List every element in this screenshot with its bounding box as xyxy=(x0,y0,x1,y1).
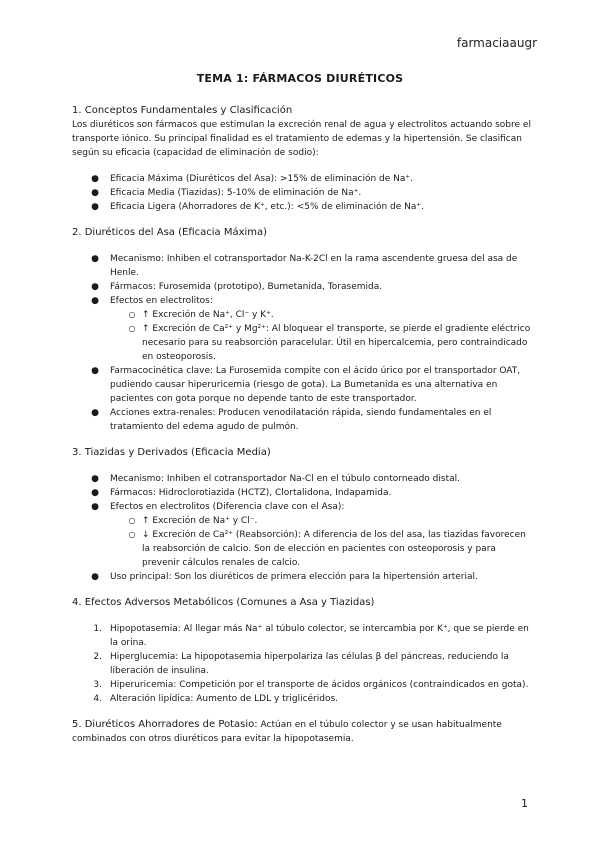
section-2 xyxy=(72,226,536,434)
section-paragraph: Los diuréticos son fármacos que estimulan la excreción renal de agua y electrolitos actuando sobre el transporte iónico. Su principal finalidad es el tratamiento de edemas y la hipertensión. Se clasifican según su eficacia (capacidad de eliminación de sodio): xyxy=(72,120,531,158)
section-heading: 5. Diuréticos Ahorradores de Potasio: xyxy=(72,719,258,730)
bullet-icon: ● xyxy=(91,202,99,212)
section-5 xyxy=(72,718,536,746)
circle-bullet-icon: ○ xyxy=(128,324,136,333)
page-header-site: farmaciaaugr xyxy=(456,36,537,50)
list-item: ● Farmacocinética clave: La Furosemida compite con el ácido úrico por el transportador OAT, pudiendo causar hiperuricemia (riesgo de gota). La Bumetanida es una alternativa en pacientes con gota porque no depende tanto de este transportador. xyxy=(72,364,536,406)
list-item: ● Uso principal: Son los diuréticos de primera elección para la hipertensión arterial. xyxy=(72,570,536,584)
bullet-icon: ● xyxy=(91,254,99,264)
list-item: ● Eficacia Media (Tiazidas): 5-10% de eliminación de Na⁺. xyxy=(72,186,536,200)
list-number: 3. xyxy=(93,680,102,690)
list-item: 3. Hiperuricemia: Competición por el transporte de ácidos orgánicos (contraindicados en gota). xyxy=(72,678,536,692)
list-item: ● Acciones extra-renales: Producen venodilatación rápida, siendo fundamentales en el tratamiento del edema agudo de pulmón. xyxy=(72,406,536,434)
sub-list xyxy=(72,514,536,570)
list-item: ● Efectos en electrolitos (Diferencia clave con el Asa): ○ ↑ Excreción de Na⁺ y Cl⁻. ○ ↓ Excreción de Ca²⁺ (Reabsorción): A diferencia de los del asa, las tiazidas favorecen la reabsorción de calcio. Son de elección en pacientes con osteoporosis y para prevenir cálculos renales de calcio. xyxy=(72,500,536,570)
list-item: ● Fármacos: Furosemida (prototipo), Bumetanida, Torasemida. xyxy=(72,280,536,294)
list-number: 2. xyxy=(93,652,102,662)
bullet-icon: ● xyxy=(91,408,99,418)
list-number: 1. xyxy=(93,624,102,634)
bullet-icon: ● xyxy=(91,474,99,484)
sub-list-item: ○ ↑ Excreción de Na⁺ y Cl⁻. xyxy=(72,514,536,528)
bullet-icon: ● xyxy=(91,282,99,292)
sub-list-item: ○ ↓ Excreción de Ca²⁺ (Reabsorción): A diferencia de los del asa, las tiazidas favorecen la reabsorción de calcio. Son de elección en pacientes con osteoporosis y para prevenir cálculos renales de calcio. xyxy=(72,528,536,570)
section-3 xyxy=(72,446,536,584)
list-item: ● Mecanismo: Inhiben el cotransportador Na-K-2Cl en la rama ascendente gruesa del asa de Henle. xyxy=(72,252,536,280)
sub-list-item: ○ ↑ Excreción de Ca²⁺ y Mg²⁺: Al bloquear el transporte, se pierde el gradiente eléctrico necesario para su reabsorción paracelular. Útil en hipercalcemia, pero contraindicado en osteoporosis. xyxy=(72,322,536,364)
bullet-icon: ● xyxy=(91,488,99,498)
section-4 xyxy=(72,596,536,706)
sub-list xyxy=(72,308,536,364)
circle-bullet-icon: ○ xyxy=(128,516,136,525)
section-heading: 2. Diuréticos del Asa (Eficacia Máxima) xyxy=(72,227,268,238)
section-heading: 3. Tiazidas y Derivados (Eficacia Media) xyxy=(72,447,271,458)
list-item: ● Eficacia Ligera (Ahorradores de K⁺, etc.): <5% de eliminación de Na⁺. xyxy=(72,200,536,214)
list-item: 2. Hiperglucemia: La hipopotasemia hiperpolariza las células β del páncreas, reduciendo la liberación de insulina. xyxy=(72,650,536,678)
bullet-list xyxy=(72,472,536,584)
list-item: 1. Hipopotasemia: Al llegar más Na⁺ al túbulo colector, se intercambia por K⁺, que se pierde en la orina. xyxy=(72,622,536,650)
sub-list-item: ○ ↑ Excreción de Na⁺, Cl⁻ y K⁺. xyxy=(72,308,536,322)
circle-bullet-icon: ○ xyxy=(128,310,136,319)
section-heading: 1. Conceptos Fundamentales y Clasificación xyxy=(72,105,293,116)
bullet-icon: ● xyxy=(91,174,99,184)
numbered-list xyxy=(72,622,536,706)
section-1 xyxy=(72,104,536,214)
list-item: ● Mecanismo: Inhiben el cotransportador Na-Cl en el túbulo contorneado distal. xyxy=(72,472,536,486)
list-item: 4. Alteración lipídica: Aumento de LDL y triglicéridos. xyxy=(72,692,536,706)
section-paragraph: 5. Diuréticos Ahorradores de Potasio: Actúan en el túbulo colector y se usan habitualmente combinados con otros diuréticos para evitar la hipopotasemia. xyxy=(72,719,502,744)
page-number: 1 xyxy=(521,797,528,810)
list-item: ● Efectos en electrolitos: ○ ↑ Excreción de Na⁺, Cl⁻ y K⁺. ○ ↑ Excreción de Ca²⁺ y Mg²⁺: Al bloquear el transporte, se pierde el gradiente eléctrico necesario para su reabsorción paracelular. Útil en hipercalcemia, pero contraindicado en osteoporosis. xyxy=(72,294,536,364)
document-body xyxy=(72,104,536,758)
bullet-icon: ● xyxy=(91,572,99,582)
bullet-list xyxy=(72,252,536,434)
document-title: TEMA 1: FÁRMACOS DIURÉTICOS xyxy=(196,72,404,85)
section-heading: 4. Efectos Adversos Metabólicos (Comunes a Asa y Tiazidas) xyxy=(72,597,375,608)
bullet-icon: ● xyxy=(91,502,99,512)
list-item: ● Eficacia Máxima (Diuréticos del Asa): >15% de eliminación de Na⁺. xyxy=(72,172,536,186)
circle-bullet-icon: ○ xyxy=(128,530,136,539)
list-number: 4. xyxy=(93,694,102,704)
bullet-list xyxy=(72,172,536,214)
bullet-icon: ● xyxy=(91,366,99,376)
bullet-icon: ● xyxy=(91,188,99,198)
list-item: ● Fármacos: Hidroclorotiazida (HCTZ), Clortalidona, Indapamida. xyxy=(72,486,536,500)
bullet-icon: ● xyxy=(91,296,99,306)
